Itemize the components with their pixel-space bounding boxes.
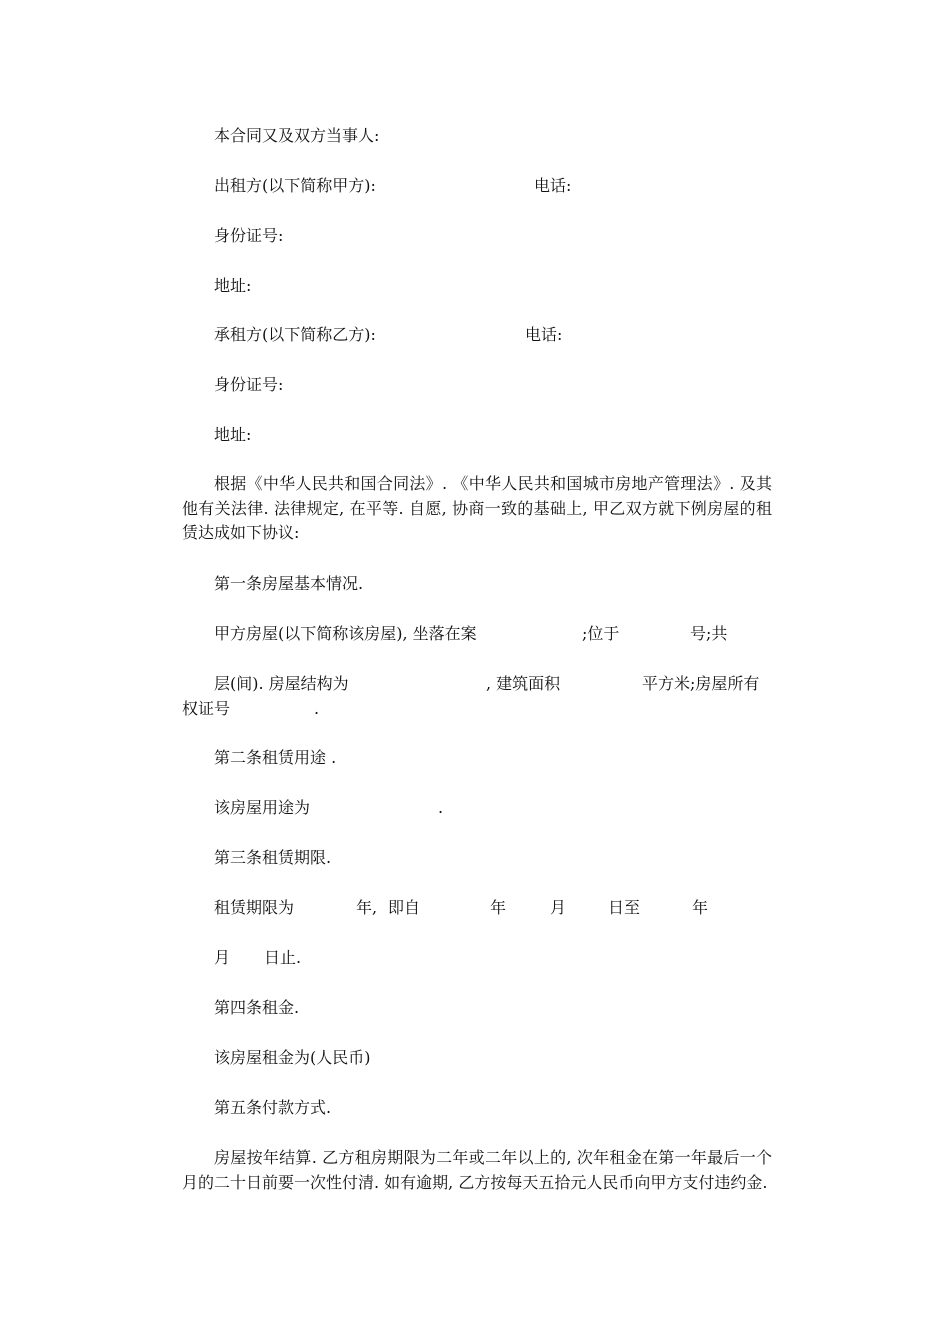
usage-label: 该房屋用途为 bbox=[214, 798, 311, 817]
article4-rent: 该房屋租金为(人民币) bbox=[214, 1048, 371, 1067]
lessor-address-label: 地址: bbox=[214, 276, 252, 295]
article5-title: 第五条付款方式. bbox=[214, 1098, 332, 1117]
article3-title: 第三条租赁期限. bbox=[214, 848, 332, 867]
article4-title: 第四条租金. bbox=[214, 998, 300, 1017]
area-label: , 建筑面积 bbox=[486, 674, 561, 693]
term-start-year: 年 bbox=[490, 898, 507, 917]
article1-title: 第一条房屋基本情况. bbox=[214, 574, 364, 593]
term-years-label: 年, bbox=[356, 898, 378, 917]
certificate-period: . bbox=[314, 699, 320, 718]
article5-body: 房屋按年结算. 乙方租房期限为二年或二年以上的, 次年租金在第一年最后一个月的二十日前要一次性付清. 如有逾期, 乙方按每天五拾元人民币向甲方支付违约金. bbox=[182, 1148, 772, 1192]
lessee-id-label: 身份证号: bbox=[214, 375, 284, 394]
preamble-paragraph: 根据《中华人民共和国合同法》. 《中华人民共和国城市房地产管理法》. 及其他有关法律. 法律规定, 在平等. 自愿, 协商一致的基础上, 甲乙双方就下例房屋的租赁达成如下协议: bbox=[182, 474, 772, 542]
position-label: ;位于 bbox=[582, 624, 620, 643]
area-unit-label: 平方米;房屋所有 bbox=[642, 674, 760, 693]
usage-period: . bbox=[438, 798, 444, 817]
term-end-month: 月 bbox=[214, 948, 231, 967]
lessee-address-label: 地址: bbox=[214, 425, 252, 444]
term-start-month: 月 bbox=[550, 898, 567, 917]
lessor-label: 出租方(以下简称甲方): bbox=[214, 176, 376, 195]
term-label: 租赁期限为 bbox=[214, 898, 295, 917]
lessee-phone-label: 电话: bbox=[525, 325, 563, 344]
parties-intro: 本合同又及双方当事人: bbox=[214, 126, 380, 145]
lessor-id-label: 身份证号: bbox=[214, 226, 284, 245]
term-from-label: 即自 bbox=[388, 898, 421, 917]
location-label: 甲方房屋(以下简称该房屋), 坐落在案 bbox=[214, 624, 477, 643]
term-start-day: 日至 bbox=[608, 898, 641, 917]
lessee-label: 承租方(以下简称乙方): bbox=[214, 325, 376, 344]
article2-title: 第二条租赁用途 . bbox=[214, 748, 337, 767]
term-end-year: 年 bbox=[692, 898, 709, 917]
lessor-phone-label: 电话: bbox=[534, 176, 572, 195]
term-end-day: 日止. bbox=[264, 948, 302, 967]
number-label: 号;共 bbox=[690, 624, 728, 643]
structure-label: 层(间). 房屋结构为 bbox=[214, 674, 349, 693]
certificate-label: 权证号 bbox=[182, 699, 231, 718]
